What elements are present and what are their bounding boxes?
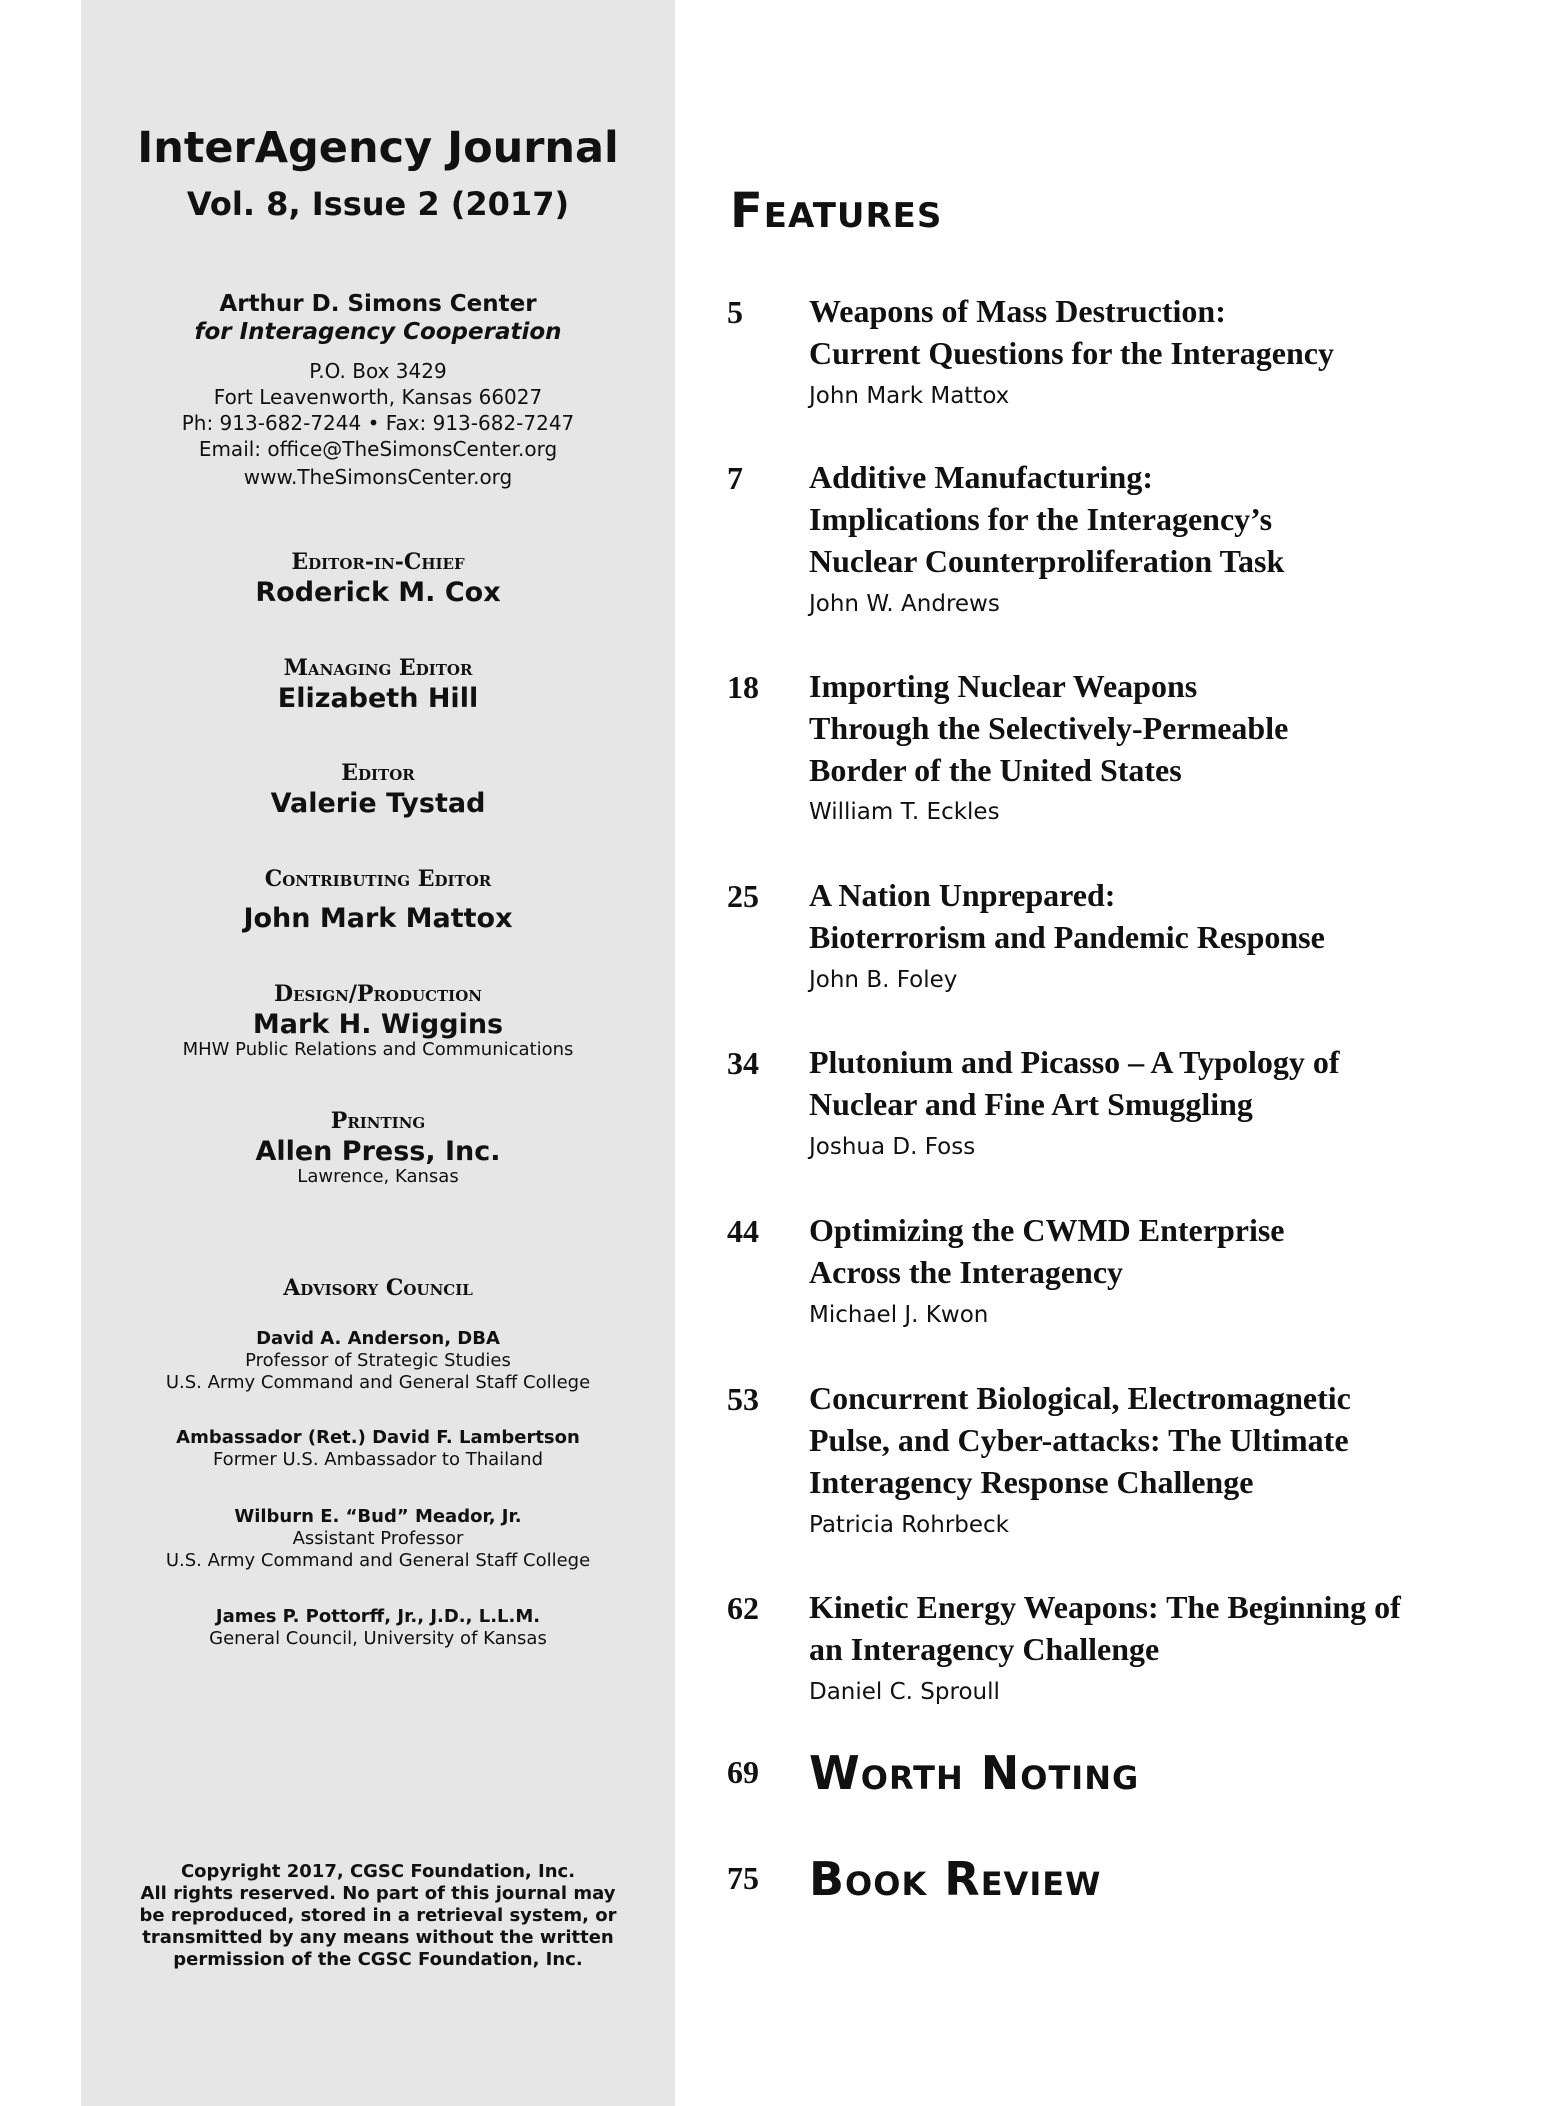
article-title[interactable]: Importing Nuclear Weapons Through the Selectively-Permeable Border of the United States — [809, 668, 1289, 788]
staff-name: John Mark Mattox — [243, 903, 513, 934]
copyright-line: Copyright 2017, CGSC Foundation, Inc. — [180, 1861, 576, 1882]
masthead-sidebar — [81, 0, 675, 2106]
staff-name: Roderick M. Cox — [255, 577, 501, 608]
article-title[interactable]: Kinetic Energy Weapons: The Beginning of an Interagency Challenge — [809, 1589, 1401, 1667]
staff-affiliation: MHW Public Relations and Communications — [182, 1039, 574, 1060]
article-author: Michael J. Kwon — [809, 1302, 989, 1328]
page-number: 69 — [727, 1754, 759, 1790]
page-number: 53 — [727, 1381, 759, 1417]
advisory-member-name: David A. Anderson, DBA — [256, 1328, 500, 1349]
page-number: 34 — [727, 1045, 759, 1081]
staff-role: Printing — [330, 1108, 426, 1134]
advisory-heading: Advisory Council — [283, 1275, 473, 1301]
page-number: 7 — [727, 460, 743, 496]
advisory-member-title: U.S. Army Command and General Staff College — [165, 1372, 591, 1393]
advisory-member-title: U.S. Army Command and General Staff College — [165, 1550, 591, 1571]
article-title[interactable]: Weapons of Mass Destruction: Current Questions for the Interagency — [809, 293, 1334, 371]
article-author: John W. Andrews — [809, 591, 1000, 617]
article-title[interactable]: Concurrent Biological, Electromagnetic Pulse, and Cyber-attacks: The Ultimate Interagency Response Challenge — [809, 1380, 1351, 1500]
center-name: Arthur D. Simons Center — [219, 291, 537, 317]
advisory-member-title: General Council, University of Kansas — [209, 1628, 547, 1649]
address-line: P.O. Box 3429 — [309, 359, 447, 383]
article-title[interactable]: A Nation Unprepared: Bioterrorism and Pandemic Response — [809, 877, 1325, 955]
staff-name: Elizabeth Hill — [277, 683, 479, 714]
page-number: 75 — [727, 1860, 759, 1896]
staff-name: Allen Press, Inc. — [255, 1136, 501, 1167]
page-number: 18 — [727, 669, 759, 705]
section-title[interactable]: Worth Noting — [809, 1746, 1140, 1800]
section-title[interactable]: Book Review — [809, 1852, 1102, 1906]
article-title[interactable]: Optimizing the CWMD Enterprise Across the Interagency — [809, 1212, 1285, 1290]
page-number: 62 — [727, 1590, 759, 1626]
article-title[interactable]: Additive Manufacturing: Implications for the Interagency’s Nuclear Counterproliferation Task — [809, 459, 1285, 579]
article-title[interactable]: Plutonium and Picasso – A Typology of Nuclear and Fine Art Smuggling — [809, 1044, 1340, 1122]
page-number: 44 — [727, 1213, 759, 1249]
staff-role: Editor-in-Chief — [291, 549, 465, 575]
staff-name: Valerie Tystad — [270, 788, 486, 819]
article-author: Daniel C. Sproull — [809, 1679, 1000, 1705]
copyright-line: permission of the CGSC Foundation, Inc. — [173, 1949, 583, 1970]
staff-role: Managing Editor — [283, 655, 473, 681]
article-author: John B. Foley — [809, 967, 958, 993]
advisory-member-name: Wilburn E. “Bud” Meador, Jr. — [234, 1506, 522, 1527]
advisory-member-name: James P. Pottorff, Jr., J.D., L.L.M. — [215, 1606, 541, 1627]
article-author: John Mark Mattox — [809, 383, 1010, 409]
advisory-member-title: Professor of Strategic Studies — [245, 1350, 511, 1371]
copyright-line: transmitted by any means without the written — [142, 1927, 614, 1948]
advisory-member-title: Assistant Professor — [292, 1528, 464, 1549]
advisory-member-title: Former U.S. Ambassador to Thailand — [212, 1449, 544, 1470]
staff-role: Contributing Editor — [264, 866, 492, 892]
journal-title: InterAgency Journal — [137, 123, 619, 173]
center-subtitle: for Interagency Cooperation — [194, 319, 562, 345]
page-number: 25 — [727, 878, 759, 914]
website-line: www.TheSimonsCenter.org — [243, 465, 513, 489]
table-of-contents — [727, 0, 1547, 2106]
advisory-member-name: Ambassador (Ret.) David F. Lambertson — [176, 1427, 580, 1448]
staff-role: Editor — [341, 760, 415, 786]
journal-volume: Vol. 8, Issue 2 (2017) — [186, 185, 570, 223]
phone-fax-line: Ph: 913-682-7244 • Fax: 913-682-7247 — [181, 411, 575, 435]
article-author: Patricia Rohrbeck — [809, 1512, 1010, 1538]
address-line: Fort Leavenworth, Kansas 66027 — [213, 385, 543, 409]
copyright-line: be reproduced, stored in a retrieval system, or — [139, 1905, 617, 1926]
staff-affiliation: Lawrence, Kansas — [297, 1166, 459, 1187]
staff-role: Design/Production — [274, 981, 482, 1007]
article-author: Joshua D. Foss — [809, 1134, 976, 1160]
email-line: Email: office@TheSimonsCenter.org — [198, 437, 558, 461]
article-author: William T. Eckles — [809, 799, 1000, 825]
staff-name: Mark H. Wiggins — [252, 1009, 504, 1040]
page-number: 5 — [727, 294, 743, 330]
copyright-line: All rights reserved. No part of this journal may — [140, 1883, 616, 1904]
features-heading: Features — [730, 183, 943, 239]
